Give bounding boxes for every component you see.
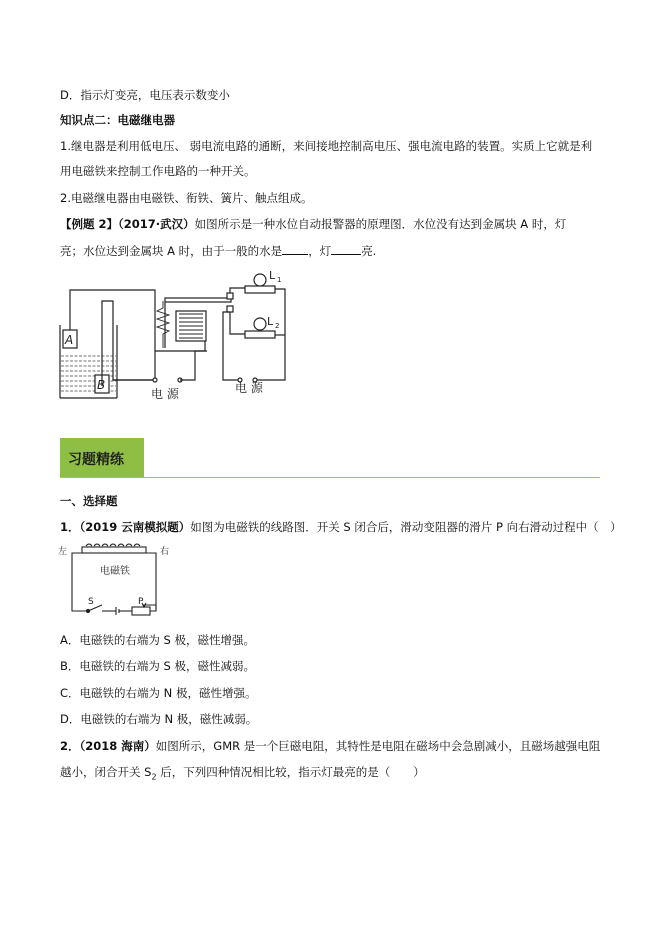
q1-source: （2019 云南模拟题） [79,520,191,534]
q2-sub: 2 [151,772,157,782]
example-2-line-1 [60,216,566,232]
lamp1-sub: 1 [277,276,282,284]
paragraph-1-line-2: 用电磁铁来控制工作电路的一种开关。 [60,164,256,178]
upper-contact [227,293,233,299]
q2-text-2a: 越小，闭合开关 S [60,765,152,779]
block-a-label: A [65,333,74,347]
coil [86,544,140,546]
water-alarm-diagram [55,268,295,408]
paragraph-1-line-1: 1.继电器是利用低电压、 弱电流电路的通断，来间接地控制高电压、强电流电路的装置。实质上它就是利 [60,139,593,153]
electromagnet-circuit [58,541,170,617]
section-heading: 一、选择题 [60,494,118,508]
knowledge-point-title: 知识点二：电磁继电器 [60,113,175,127]
q1-option-b: B．电磁铁的右端为 S 极，磁性减弱。 [60,659,255,673]
armature [165,298,231,302]
q1-text: 如图为电磁铁的线路图．开关 S 闭合后，滑动变阻器的滑片 P 向右滑动过程中（ ） [190,520,622,534]
q1-option-c: C．电磁铁的右端为 N 极，磁性增强。 [60,686,257,700]
example-2-text: 如图所示是一种水位自动报警器的原理图．水位没有达到金属块 A 时，灯 [194,217,567,231]
exercise-banner [60,438,144,478]
lamp2-sub: 2 [275,322,280,330]
left-label: 左 [58,547,68,557]
power-source-2: 电 源 [235,381,263,395]
example-2-text-a: 亮；水位达到金属块 A 时，由于一般的水是 [60,244,283,258]
example-2-line-2 [60,242,376,259]
lamp1-bulb [254,274,266,286]
lamp2-base [245,331,275,338]
question-2-line-2 [60,764,425,785]
iron-core [82,547,146,553]
q1-number: 1． [60,520,80,534]
slider-label: P [138,597,144,607]
option-d-prev: D．指示灯变亮，电压表示数变小 [60,88,230,102]
blank-2 [331,242,361,255]
magnet-label: 电磁铁 [100,566,130,577]
q2-text-2b: 后，下列四种情况相比较，指示灯最亮的是（ ） [156,765,425,779]
lamp2-label: L [267,315,274,328]
example-2-text-b: ，灯 [308,244,332,258]
lamp1-base [245,286,275,293]
exercise-banner-label: 习题精练 [68,452,124,468]
example-2-text-c: 亮. [361,244,377,258]
lower-contact [227,306,233,312]
banner-divider [60,477,600,478]
blank-1 [282,242,308,255]
right-label: 右 [160,547,170,557]
rheostat [132,607,150,615]
example-2-label: 【例题 2】（2017·武汉） [60,217,195,231]
switch-label: S [88,597,94,607]
question-2-line-1 [60,738,600,754]
q1-option-d: D．电磁铁的右端为 N 极，磁性减弱。 [60,712,258,726]
spring [157,301,169,348]
lamp1-label: L [269,269,276,282]
question-1 [60,519,622,535]
block-b-label: B [97,378,106,392]
wire-b-up [102,301,155,380]
q2-text-1: 如图所示，GMR 是一个巨磁电阻，其特性是电阻在磁场中会急剧减小，且磁场越强电阻 [155,739,601,753]
paragraph-2: 2.电磁继电器由电磁铁、衔铁、簧片、触点组成。 [60,191,313,205]
lamp2-bulb [254,318,266,330]
q2-source: （2018 海南） [79,739,156,753]
q1-option-a: A．电磁铁的右端为 S 极，磁性增强。 [60,633,255,647]
q2-number: 2． [60,739,80,753]
power-source-1: 电 源 [151,387,179,401]
